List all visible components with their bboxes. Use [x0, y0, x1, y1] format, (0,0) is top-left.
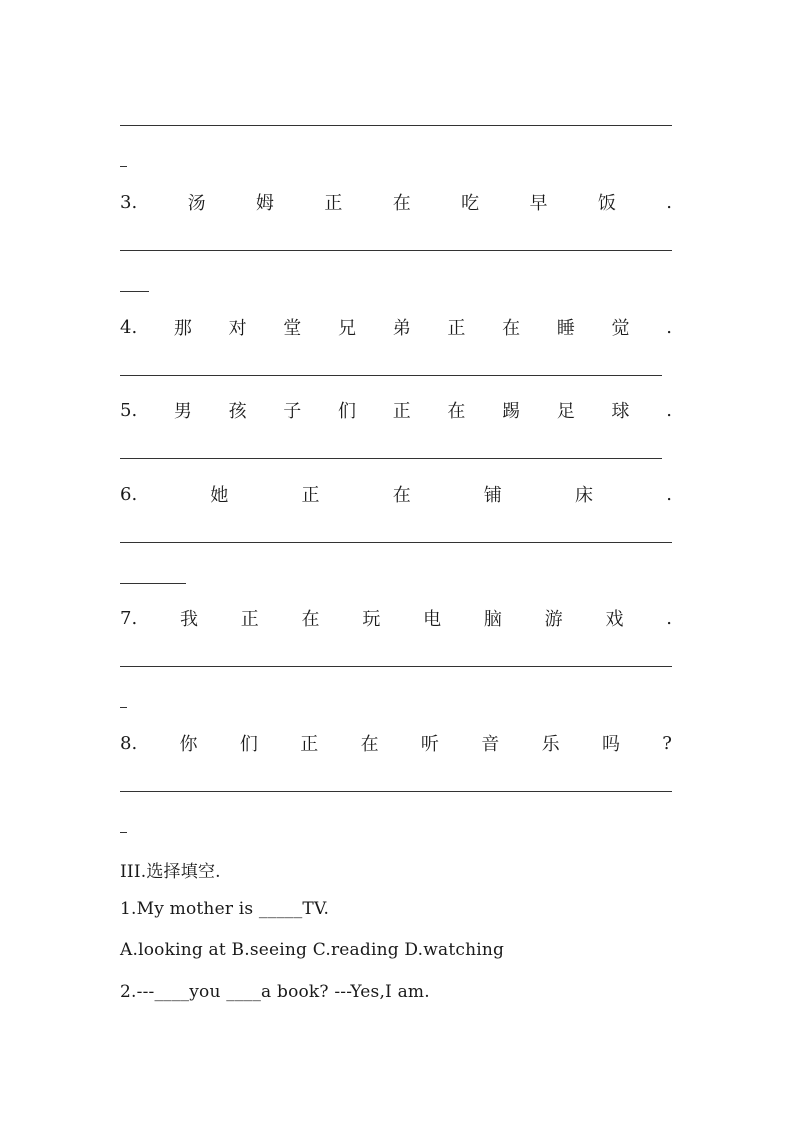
sentence-char: 那 [173, 318, 192, 339]
sentence-punctuation: . [666, 399, 672, 421]
sentence-char: 音 [481, 734, 500, 755]
sentence-char: 汤 [187, 193, 206, 214]
sentence-char: 堂 [283, 318, 302, 339]
sentence-6 [120, 479, 672, 509]
sentence-char: 铺 [483, 485, 502, 506]
answer-line [120, 458, 662, 459]
sentence-char: 在 [301, 609, 320, 630]
section-title: III.选择填空. [120, 862, 221, 882]
sentence-8 [120, 728, 672, 758]
sentence-char: 足 [556, 401, 575, 422]
sentence-char: 戏 [605, 609, 624, 630]
sentence-char: 们 [239, 734, 258, 755]
answer-line [120, 666, 672, 667]
sentence-char: 在 [392, 193, 411, 214]
sentence-char: 在 [502, 318, 521, 339]
sentence-4 [120, 312, 672, 342]
sentence-number: 5. [120, 399, 138, 421]
sentence-char: 床 [575, 485, 594, 506]
sentence-char: 游 [544, 609, 563, 630]
sentence-char: 觉 [611, 318, 630, 339]
sentence-punctuation: ? [662, 732, 672, 754]
sentence-char: 踢 [502, 401, 521, 422]
sentence-char: 们 [338, 401, 356, 422]
answer-line [120, 125, 672, 126]
sentence-number: 3. [120, 191, 138, 213]
sentence-char: 吗 [601, 734, 620, 755]
sentence-char: 正 [324, 193, 343, 214]
answer-line [120, 542, 672, 543]
answer-line-stub [120, 832, 127, 833]
answer-line [120, 250, 672, 251]
sentence-number: 8. [120, 732, 138, 754]
answer-line-stub [120, 583, 186, 584]
sentence-char: 玩 [362, 609, 381, 630]
sentence-char: 早 [529, 193, 548, 214]
sentence-char: 在 [360, 734, 379, 755]
sentence-char: 吃 [461, 193, 480, 214]
answer-line-stub [120, 291, 149, 292]
question-2: 2.---____you ____a book? ---Yes,I am. [120, 982, 430, 1002]
sentence-char: 正 [447, 318, 466, 339]
sentence-char: 你 [179, 734, 198, 755]
sentence-char: 正 [392, 401, 411, 422]
sentence-number: 4. [120, 316, 138, 338]
sentence-char: 兄 [338, 318, 356, 339]
sentence-7 [120, 603, 672, 633]
answer-line [120, 375, 662, 376]
sentence-number: 7. [120, 607, 138, 629]
sentence-punctuation: . [666, 316, 672, 338]
question-1-options: A.looking at B.seeing C.reading D.watching [120, 940, 505, 960]
sentence-char: 子 [283, 401, 302, 422]
sentence-punctuation: . [666, 607, 672, 629]
answer-line-stub [120, 707, 127, 708]
sentence-char: 在 [392, 485, 411, 506]
sentence-char: 乐 [541, 734, 560, 755]
sentence-char: 听 [420, 734, 439, 755]
sentence-char: 睡 [556, 318, 575, 339]
sentence-char: 球 [611, 401, 630, 422]
sentence-punctuation: . [666, 191, 672, 213]
sentence-number: 6. [120, 483, 138, 505]
sentence-char: 孩 [228, 401, 247, 422]
sentence-char: 在 [447, 401, 466, 422]
sentence-char: 姆 [255, 193, 274, 214]
sentence-char: 对 [228, 318, 247, 339]
sentence-char: 弟 [392, 318, 411, 339]
sentence-char: 正 [300, 734, 319, 755]
question-1: 1.My mother is _____TV. [120, 899, 330, 919]
sentence-5 [120, 395, 672, 425]
sentence-char: 电 [423, 609, 442, 630]
sentence-char: 我 [179, 609, 198, 630]
answer-line [120, 791, 672, 792]
sentence-char: 饭 [597, 193, 616, 214]
sentence-3 [120, 187, 672, 217]
answer-line-stub [120, 166, 127, 167]
sentence-char: 男 [173, 401, 192, 422]
sentence-char: 正 [240, 609, 259, 630]
sentence-char: 正 [301, 485, 320, 506]
sentence-char: 脑 [483, 609, 502, 630]
sentence-char: 她 [210, 485, 229, 506]
sentence-punctuation: . [666, 483, 672, 505]
